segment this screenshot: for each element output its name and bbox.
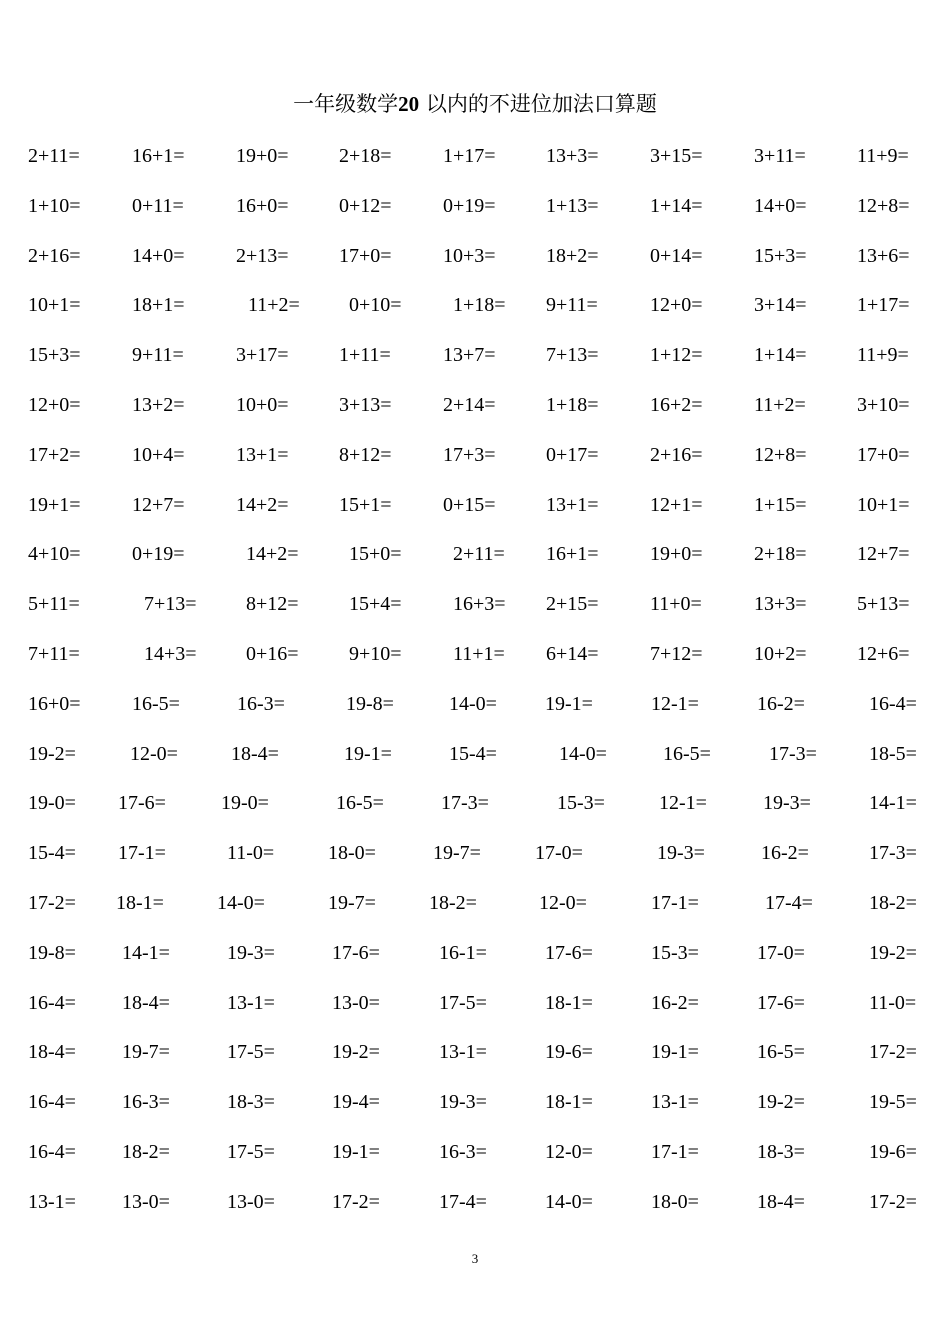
problem-cell: 14+0= [132, 244, 185, 267]
problem-cell: 17-3= [441, 792, 489, 815]
problem-cell: 15-4= [28, 842, 76, 865]
problem-cell: 0+10= [349, 294, 402, 317]
problem-cell: 19-3= [763, 792, 811, 815]
problem-cell: 19-4= [332, 1091, 380, 1114]
problem-cell: 17+3= [443, 443, 496, 466]
problem-cell: 19-7= [122, 1041, 170, 1064]
problem-cell: 1+12= [650, 344, 703, 367]
problem-cell: 2+13= [236, 244, 289, 267]
problem-cell: 16-3= [122, 1091, 170, 1114]
problem-cell: 6+14= [546, 642, 599, 665]
title-text-before: 一年级数学 [293, 92, 399, 116]
problem-row [0, 1084, 950, 1134]
problem-row [0, 487, 950, 537]
problem-cell: 15+0= [349, 543, 402, 566]
problem-cell: 16-4= [28, 1140, 76, 1163]
problem-cell: 17-2= [869, 1041, 917, 1064]
problem-cell: 14-0= [545, 1190, 593, 1213]
problem-cell: 17-5= [439, 991, 487, 1014]
problem-cell: 16-2= [651, 991, 699, 1014]
problem-cell: 17-2= [332, 1190, 380, 1213]
problem-cell: 17-0= [757, 941, 805, 964]
problem-cell: 10+4= [132, 443, 185, 466]
problem-cell: 16-5= [757, 1041, 805, 1064]
problem-cell: 18-2= [122, 1140, 170, 1163]
problem-cell: 18-0= [328, 842, 376, 865]
problem-cell: 17-3= [869, 842, 917, 865]
problem-cell: 17-6= [332, 941, 380, 964]
problem-cell: 18-0= [651, 1190, 699, 1213]
problem-cell: 1+15= [754, 493, 807, 516]
problem-row [0, 238, 950, 288]
problem-cell: 13+3= [754, 593, 807, 616]
problem-cell: 12-0= [545, 1140, 593, 1163]
problem-cell: 16+3= [453, 593, 506, 616]
problem-row [0, 1034, 950, 1084]
problem-row [0, 885, 950, 935]
problem-cell: 19-6= [869, 1140, 917, 1163]
problem-cell: 11+1= [453, 642, 505, 665]
problem-cell: 15-3= [651, 941, 699, 964]
problem-cell: 3+15= [650, 145, 703, 167]
problem-cell: 9+10= [349, 642, 402, 665]
problem-row [0, 437, 950, 487]
problem-cell: 19-3= [439, 1091, 487, 1114]
problem-cell: 19-1= [344, 742, 392, 765]
problem-cell: 12-0= [539, 891, 587, 914]
problem-cell: 2+18= [339, 145, 392, 167]
problem-cell: 12-0= [130, 742, 178, 765]
problem-row [0, 586, 950, 636]
problem-cell: 18-2= [429, 891, 477, 914]
problem-cell: 11+2= [248, 294, 300, 317]
problem-cell: 19+1= [28, 493, 81, 516]
problem-cell: 15-4= [449, 742, 497, 765]
problem-cell: 14-0= [559, 742, 607, 765]
problem-cell: 1+17= [443, 145, 496, 167]
problem-row [0, 337, 950, 387]
problem-cell: 13+1= [236, 443, 289, 466]
problem-row [0, 188, 950, 238]
problem-cell: 14+2= [246, 543, 299, 566]
problem-cell: 16+1= [132, 145, 185, 167]
problem-cell: 17-6= [118, 792, 166, 815]
problem-cell: 12+7= [857, 543, 910, 566]
problem-cell: 17-0= [535, 842, 583, 865]
problem-cell: 2+11= [28, 145, 80, 167]
problem-cell: 3+11= [754, 145, 806, 167]
problem-row [0, 736, 950, 786]
problem-cell: 17-1= [651, 1140, 699, 1163]
problem-cell: 12+0= [28, 393, 81, 416]
problem-cell: 19+0= [236, 145, 289, 167]
problem-cell: 17-3= [769, 742, 817, 765]
problem-cell: 13-0= [332, 991, 380, 1014]
problem-cell: 16-1= [439, 941, 487, 964]
problem-cell: 13-1= [227, 991, 275, 1014]
problem-cell: 4+10= [28, 543, 81, 566]
problem-cell: 10+2= [754, 642, 807, 665]
problem-cell: 15+3= [28, 344, 81, 367]
problem-cell: 17-6= [545, 941, 593, 964]
problem-cell: 18-4= [28, 1041, 76, 1064]
problem-cell: 16+0= [236, 194, 289, 217]
problem-row [0, 536, 950, 586]
problem-row [0, 835, 950, 885]
problem-cell: 16-4= [28, 991, 76, 1014]
problem-cell: 14-1= [869, 792, 917, 815]
problem-cell: 5+13= [857, 593, 910, 616]
problem-cell: 7+13= [144, 593, 197, 616]
problem-cell: 16-3= [439, 1140, 487, 1163]
problem-cell: 19-7= [328, 891, 376, 914]
problem-cell: 1+10= [28, 194, 81, 217]
problem-cell: 19-0= [221, 792, 269, 815]
problem-cell: 19-2= [332, 1041, 380, 1064]
problem-row [0, 287, 950, 337]
problem-cell: 17-2= [869, 1190, 917, 1213]
problem-cell: 19-2= [28, 742, 76, 765]
problem-cell: 3+14= [754, 294, 807, 317]
problem-cell: 17-5= [227, 1140, 275, 1163]
problem-cell: 12-1= [651, 692, 699, 715]
problem-cell: 8+12= [246, 593, 299, 616]
problem-cell: 2+18= [754, 543, 807, 566]
problem-cell: 17+0= [857, 443, 910, 466]
problem-cell: 16-4= [28, 1091, 76, 1114]
problem-cell: 16-4= [869, 692, 917, 715]
problem-cell: 14+2= [236, 493, 289, 516]
problem-cell: 18-3= [227, 1091, 275, 1114]
problem-cell: 11+9= [857, 145, 909, 167]
problem-cell: 1+11= [339, 344, 391, 367]
problem-cell: 18-1= [545, 1091, 593, 1114]
problem-cell: 9+11= [546, 294, 598, 317]
problem-cell: 13-1= [439, 1041, 487, 1064]
problem-cell: 0+19= [132, 543, 185, 566]
problem-cell: 16-5= [132, 692, 180, 715]
problem-cell: 13-1= [28, 1190, 76, 1213]
problem-cell: 19-7= [433, 842, 481, 865]
problem-cell: 19-2= [869, 941, 917, 964]
problem-cell: 19+0= [650, 543, 703, 566]
problem-cell: 7+13= [546, 344, 599, 367]
problem-row [0, 686, 950, 736]
problem-cell: 17-6= [757, 991, 805, 1014]
problem-cell: 3+10= [857, 393, 910, 416]
problem-cell: 19-0= [28, 792, 76, 815]
problem-cell: 17-4= [439, 1190, 487, 1213]
problem-cell: 16-3= [237, 692, 285, 715]
problem-cell: 10+0= [236, 393, 289, 416]
problem-cell: 15+1= [339, 493, 392, 516]
problem-cell: 12+8= [754, 443, 807, 466]
problem-cell: 19-1= [545, 692, 593, 715]
problem-cell: 18+1= [132, 294, 185, 317]
problem-cell: 0+12= [339, 194, 392, 217]
problem-row [0, 935, 950, 985]
problem-cell: 7+11= [28, 642, 80, 665]
problem-cell: 3+17= [236, 344, 289, 367]
problem-cell: 2+16= [650, 443, 703, 466]
problem-cell: 14+3= [144, 642, 197, 665]
problem-cell: 2+14= [443, 393, 496, 416]
problem-cell: 0+16= [246, 642, 299, 665]
problem-cell: 18-4= [757, 1190, 805, 1213]
problem-cell: 18-1= [116, 891, 164, 914]
problem-cell: 16+2= [650, 393, 703, 416]
problem-cell: 2+11= [453, 543, 505, 566]
problem-cell: 14-0= [449, 692, 497, 715]
problem-cell: 13+7= [443, 344, 496, 367]
problem-cell: 11-0= [227, 842, 275, 865]
problem-cell: 16-5= [663, 742, 711, 765]
problem-cell: 2+16= [28, 244, 81, 267]
page-title [0, 88, 950, 120]
problem-cell: 12+8= [857, 194, 910, 217]
problem-row [0, 387, 950, 437]
problem-cell: 5+11= [28, 593, 80, 616]
problem-cell: 16+0= [28, 692, 81, 715]
problem-cell: 1+18= [546, 393, 599, 416]
problem-cell: 17-1= [651, 891, 699, 914]
problem-cell: 16-5= [336, 792, 384, 815]
problem-cell: 9+11= [132, 344, 184, 367]
problem-cell: 17-1= [118, 842, 166, 865]
page-number: 3 [471, 1251, 479, 1266]
problem-cell: 19-5= [869, 1091, 917, 1114]
problem-cell: 12+7= [132, 493, 185, 516]
title-text-after: 以内的不进位加法口算题 [425, 92, 657, 116]
problem-cell: 14-0= [217, 891, 265, 914]
problem-cell: 0+11= [132, 194, 184, 217]
problem-cell: 11+9= [857, 344, 909, 367]
problem-cell: 13+2= [132, 393, 185, 416]
problem-cell: 10+1= [28, 294, 81, 317]
problem-cell: 16+1= [546, 543, 599, 566]
problem-cell: 0+14= [650, 244, 703, 267]
problem-cell: 17+2= [28, 443, 81, 466]
problem-cell: 15+4= [349, 593, 402, 616]
problem-cell: 18-4= [122, 991, 170, 1014]
problem-cell: 12+0= [650, 294, 703, 317]
problem-cell: 13+6= [857, 244, 910, 267]
problem-cell: 19-3= [227, 941, 275, 964]
problem-cell: 17-4= [765, 891, 813, 914]
problem-cell: 11+0= [650, 593, 702, 616]
problem-cell: 18-5= [869, 742, 917, 765]
problem-cell: 12-1= [659, 792, 707, 815]
problem-cell: 1+14= [754, 344, 807, 367]
problem-cell: 10+3= [443, 244, 496, 267]
problem-cell: 16-2= [757, 692, 805, 715]
problem-grid [0, 138, 950, 1234]
problem-cell: 18+2= [546, 244, 599, 267]
problem-cell: 0+15= [443, 493, 496, 516]
problem-cell: 19-8= [346, 692, 394, 715]
problem-cell: 7+12= [650, 642, 703, 665]
problem-cell: 15-3= [557, 792, 605, 815]
problem-cell: 13-0= [227, 1190, 275, 1213]
problem-cell: 18-4= [231, 742, 279, 765]
problem-cell: 14+0= [754, 194, 807, 217]
problem-cell: 19-6= [545, 1041, 593, 1064]
problem-cell: 19-8= [28, 941, 76, 964]
problem-cell: 13+1= [546, 493, 599, 516]
title-number: 20 [398, 92, 420, 116]
problem-cell: 1+17= [857, 294, 910, 317]
problem-cell: 12+1= [650, 493, 703, 516]
problem-row [0, 1184, 950, 1234]
problem-cell: 17+0= [339, 244, 392, 267]
problem-cell: 15+3= [754, 244, 807, 267]
problem-cell: 10+1= [857, 493, 910, 516]
problem-row [0, 785, 950, 835]
problem-cell: 13+3= [546, 145, 599, 167]
problem-row [0, 636, 950, 686]
problem-cell: 1+18= [453, 294, 506, 317]
problem-cell: 1+13= [546, 194, 599, 217]
problem-cell: 2+15= [546, 593, 599, 616]
problem-cell: 0+17= [546, 443, 599, 466]
problem-row [0, 138, 950, 188]
problem-cell: 13-1= [651, 1091, 699, 1114]
problem-cell: 12+6= [857, 642, 910, 665]
problem-cell: 18-2= [869, 891, 917, 914]
problem-cell: 16-2= [761, 842, 809, 865]
problem-cell: 11-0= [869, 991, 917, 1014]
problem-cell: 14-1= [122, 941, 170, 964]
problem-row [0, 1134, 950, 1184]
problem-cell: 19-2= [757, 1091, 805, 1114]
problem-cell: 19-1= [332, 1140, 380, 1163]
problem-cell: 19-1= [651, 1041, 699, 1064]
problem-cell: 3+13= [339, 393, 392, 416]
problem-cell: 8+12= [339, 443, 392, 466]
problem-cell: 1+14= [650, 194, 703, 217]
problem-row [0, 985, 950, 1035]
problem-cell: 13-0= [122, 1190, 170, 1213]
problem-cell: 0+19= [443, 194, 496, 217]
problem-cell: 18-1= [545, 991, 593, 1014]
problem-cell: 17-2= [28, 891, 76, 914]
problem-cell: 11+2= [754, 393, 806, 416]
problem-cell: 17-5= [227, 1041, 275, 1064]
problem-cell: 19-3= [657, 842, 705, 865]
problem-cell: 18-3= [757, 1140, 805, 1163]
